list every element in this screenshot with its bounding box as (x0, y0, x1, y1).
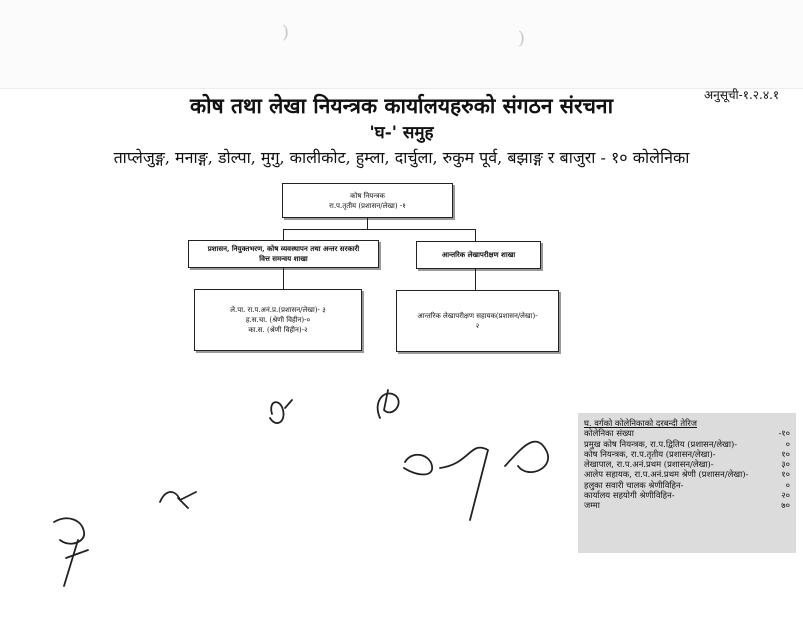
admin-branch-line2: वित्त समन्वय शाखा (259, 254, 308, 263)
admin-staff-box (194, 289, 362, 351)
connector-left-bottom (283, 268, 284, 290)
signature-1 (270, 400, 292, 423)
audit-staff-2: २ (475, 322, 480, 330)
previous-page-strip (0, 0, 803, 89)
darbandi-heading: घ. वर्गको कोलेनिकाको दरबन्दी तेरिज (584, 418, 697, 428)
group-heading: 'घ-' समुह (369, 123, 434, 143)
signature-4 (160, 492, 196, 508)
signature-5 (54, 518, 88, 586)
darbandi-row: लेखापाल, रा.प.अनं.प्रथम (प्रशासन/लेखा)- ३० (584, 459, 790, 470)
audit-branch-box (416, 241, 541, 269)
head-box (282, 183, 453, 218)
head-title: कोष नियन्त्रक (350, 191, 385, 200)
head-post: रा.प.तृतीय (प्रशासन/लेखा) -१ (329, 201, 406, 210)
admin-staff-1: ले.पा. रा.प.अनं.प्र.(प्रशासन/लेखा)- ३ (230, 306, 326, 314)
signatures (0, 370, 575, 600)
connector-head (367, 218, 368, 229)
darbandi-total-row: जम्मा ७० (584, 500, 790, 511)
districts-line: ताप्लेजुङ्ग, मनाङ्ग, डोल्पा, मुगु, कालीकोट, हुम्ला, दार्चुला, रुकुम पूर्व, बझाङ्ग र बाजुरा - १० कोलेनिका (113, 148, 690, 167)
darbandi-row: कोष नियन्त्रक, रा.प.तृतीय (प्रशासन/लेखा)- १० (584, 448, 790, 459)
admin-staff-2: ह.स.चा. (श्रेणी विहीन)-० (245, 316, 311, 324)
audit-staff-box (396, 290, 559, 352)
darbandi-row: हलुका सवारी चालक श्रेणीविहिन- ० (584, 479, 790, 490)
connector-right-top (475, 229, 476, 241)
connector-left-top (283, 229, 284, 240)
annex-label: अनुसूची-१.२.४.१ (704, 88, 780, 102)
darbandi-table (578, 413, 796, 553)
signature-3 (404, 442, 548, 520)
admin-branch-box (188, 240, 379, 268)
scan-artifact-left: ) (282, 22, 290, 43)
darbandi-row: आलेप सहायक, रा.प.अनं.प्रथम श्रेणी (प्रशासन/लेखा)- १० (584, 469, 790, 480)
scan-artifact-right: ) (518, 28, 526, 49)
signature-2 (378, 390, 399, 418)
darbandi-row: प्रमुख कोष नियन्त्रक, रा.प.द्वितिय (प्रशासन/लेखा)- ० (584, 438, 790, 449)
audit-branch-line1: आन्तरिक लेखापरीक्षण शाखा (441, 250, 516, 259)
page-title: कोष तथा लेखा नियन्त्रक कार्यालयहरुको संगठन संरचना (189, 93, 614, 118)
admin-staff-3: का.स. (श्रेणी विहीन)-२ (248, 326, 308, 334)
admin-branch-line1: प्रशासन, नियुक्तभरण, कोष व्यवस्थापन तथा अन्तर सरकारी (207, 244, 360, 253)
connector-right-bottom (475, 269, 476, 291)
darbandi-row: कार्यालय सहयोगी श्रेणीविहिन- २० (584, 490, 790, 501)
audit-staff-1: आन्तरिक लेखापरीक्षण सहायक(प्रशासन/लेखा)- (417, 312, 538, 320)
connector-bar-top (283, 229, 475, 230)
darbandi-row: कोलेनिका संख्या -१० (584, 428, 790, 439)
